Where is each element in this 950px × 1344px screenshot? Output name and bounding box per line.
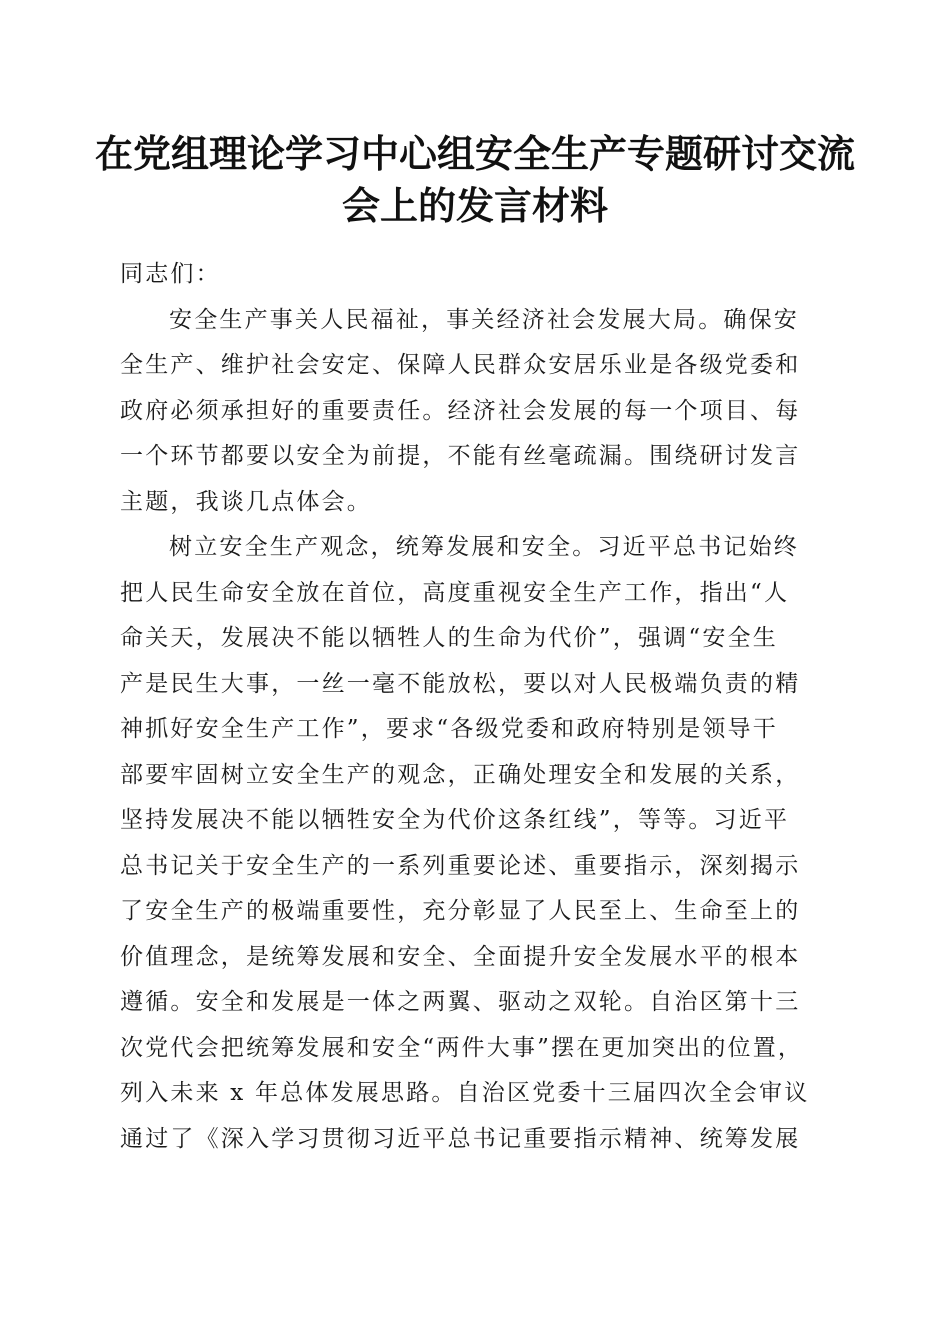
body-line: 全生产、维护社会安定、保障人民群众安居乐业是各级党委和 — [120, 352, 801, 378]
body-line: 神抓好安全生产工作”，要求“各级党委和政府特别是领导干 — [120, 716, 778, 742]
title-line-2: 会上的发言材料 — [341, 183, 608, 228]
document-body — [120, 252, 832, 1162]
body-line: 总书记关于安全生产的一系列重要论述、重要指示，深刻揭示 — [120, 852, 801, 879]
body-line: 通过了《深入学习贯彻习近平总书记重要指示精神、统筹发展 — [120, 1125, 801, 1152]
body-line: 了安全生产的极端重要性，充分彰显了人民至上、生命至上的 — [120, 898, 801, 924]
body-line: 政府必须承担好的重要责任。经济社会发展的每一个项目、每 — [120, 397, 801, 424]
body-line: 坚持发展决不能以牺牲安全为代价这条红线”，等等。习近平 — [120, 807, 790, 833]
body-line: 部要牢固树立安全生产的观念，正确处理安全和发展的关系， — [120, 761, 801, 788]
body-line: 价值理念，是统筹发展和安全、全面提升安全发展水平的根本 — [120, 943, 801, 970]
body-line: 次党代会把统筹发展和安全“两件大事”摆在更加突出的位置， — [120, 1034, 804, 1061]
body-line: 一个环节都要以安全为前提，不能有丝毫疏漏。围绕研讨发言 — [120, 443, 801, 469]
body-line: 安全生产事关人民福祉，事关经济社会发展大局。确保安 — [169, 306, 799, 333]
title-line-1: 在党组理论学习中心组安全生产专题研讨交流 — [94, 131, 855, 176]
body-line: 主题，我谈几点体会。 — [120, 488, 372, 515]
body-line: 把人民生命安全放在首位，高度重视安全生产工作，指出“人 — [120, 579, 790, 606]
salutation: 同志们： — [120, 261, 221, 287]
body-line: 列入未来 x 年总体发展思路。自治区党委十三届四次全会审议 — [120, 1080, 810, 1106]
body-line: 产是民生大事，一丝一毫不能放松，要以对人民极端负责的精 — [120, 670, 801, 697]
body-text — [120, 298, 832, 1163]
document-title — [80, 128, 870, 232]
body-line: 树立安全生产观念，统筹发展和安全。习近平总书记始终 — [169, 534, 799, 560]
body-line: 命关天，发展决不能以牺牲人的生命为代价”，强调“安全生 — [120, 625, 778, 651]
body-line: 遵循。安全和发展是一体之两翼、驱动之双轮。自治区第十三 — [120, 989, 801, 1015]
